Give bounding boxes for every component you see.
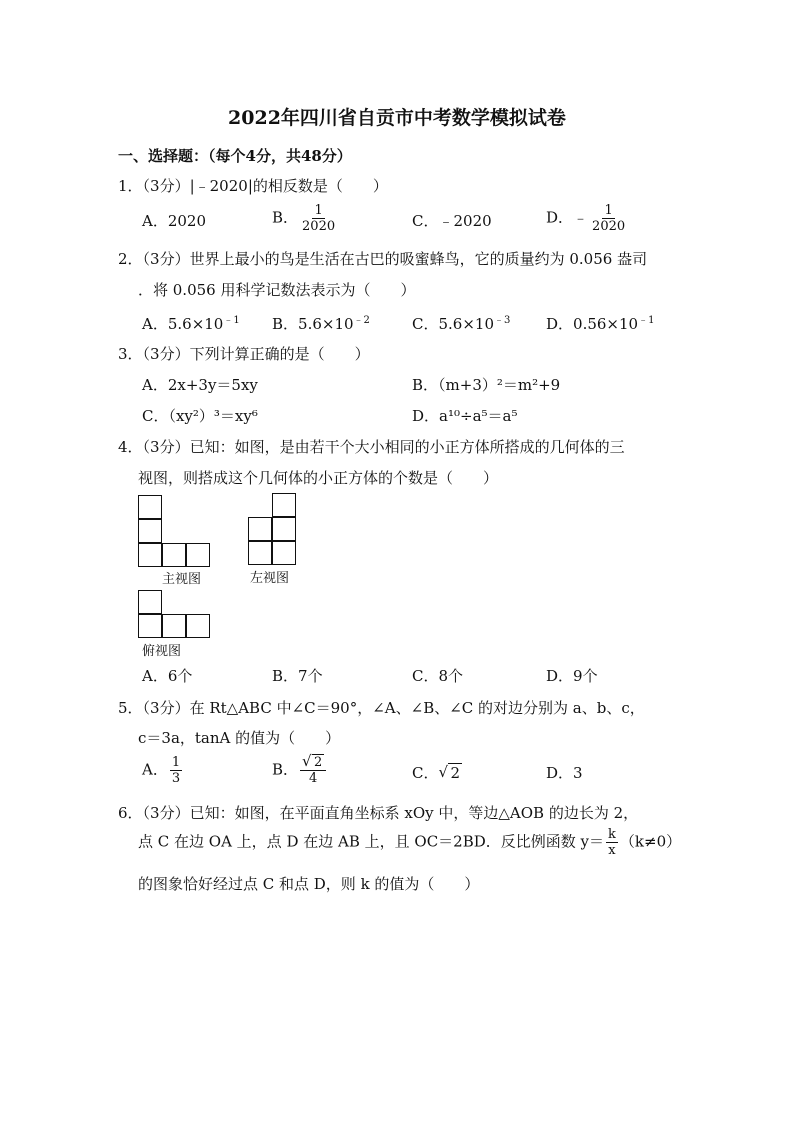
q1-option-d-sign: ﹣ — [573, 208, 589, 227]
section-heading: 一、选择题：（每个4分，共48分） — [118, 147, 352, 165]
q5-option-c — [412, 762, 462, 783]
question-3-stem: 3．（3分）下列计算正确的是（ ） — [118, 345, 370, 363]
q2-option-b — [272, 311, 370, 334]
q1-option-b — [272, 203, 339, 234]
fraction-denominator: x — [608, 843, 616, 858]
q1-option-d-fraction — [590, 203, 627, 234]
question-2-line-2: ．将 0.056 用科学记数法表示为（ ） — [138, 281, 416, 299]
fraction-denominator: 2020 — [302, 219, 336, 234]
fraction-numerator — [300, 755, 326, 771]
q2-option-c — [412, 311, 510, 334]
left-view-label: 左视图 — [250, 571, 290, 586]
q3-option-a: A．2x+3y＝5xy — [142, 376, 258, 394]
fraction-denominator: 2020 — [592, 219, 626, 234]
view-square — [138, 519, 162, 543]
q5-option-d: D．3 — [546, 764, 583, 782]
question-5-line-2: c＝3a，tanA 的值为（ ） — [138, 729, 341, 747]
question-5-line-1: 5．（3分）在 Rt△ABC 中∠C＝90°，∠A、∠B、∠C 的对边分别为 a、b、c， — [118, 699, 645, 717]
view-square — [138, 590, 162, 614]
view-square — [138, 543, 162, 567]
q6-condition: （k≠0） — [619, 832, 682, 851]
fraction-denominator: 3 — [171, 771, 181, 786]
q2-option-a-base: A．5.6×10 — [142, 315, 224, 333]
front-view-label: 主视图 — [162, 572, 202, 587]
q2-option-d — [546, 311, 654, 334]
q2-option-c-base: C．5.6×10 — [412, 315, 494, 333]
question-4-line-2: 视图，则搭成这个几何体的小正方体的个数是（ ） — [138, 469, 499, 487]
page-title: 2022年四川省自贡市中考数学模拟试卷 — [228, 107, 566, 129]
q3-option-c: C．（xy²）³＝xy⁶ — [142, 407, 258, 425]
q2-option-d-base: D．0.56×10 — [546, 315, 639, 333]
q5-option-b-label: B． — [272, 760, 299, 779]
question-1-stem: 1．（3分）|﹣2020|的相反数是（ ） — [118, 177, 388, 195]
q2-option-c-exponent: ﹣3 — [494, 315, 511, 326]
q5-option-a — [142, 755, 184, 786]
top-view-label: 俯视图 — [142, 644, 182, 659]
q1-option-b-label: B． — [272, 208, 299, 227]
q4-option-d: D．9个 — [546, 667, 598, 685]
q5-option-a-label: A． — [142, 760, 168, 779]
q1-option-a: A．2020 — [142, 212, 207, 230]
q2-option-b-exponent: ﹣2 — [353, 315, 370, 326]
q1-option-d — [546, 203, 629, 234]
question-6-line-3: 的图象恰好经过点 C 和点 D，则 k 的值为（ ） — [138, 875, 480, 893]
radicand: 2 — [314, 755, 323, 770]
q2-option-a-exponent: ﹣1 — [223, 315, 240, 326]
q5-option-b — [272, 755, 328, 786]
view-square — [186, 614, 210, 638]
radicand: 2 — [450, 764, 461, 782]
sqrt-symbol — [438, 764, 462, 782]
q1-option-c: C．﹣2020 — [412, 212, 492, 230]
view-square — [186, 543, 210, 567]
q2-option-a — [142, 311, 240, 334]
question-4-line-1: 4．（3分）已知：如图，是由若干个大小相同的小正方体所搭成的几何体的三 — [118, 438, 625, 456]
left-view-figure — [248, 493, 308, 573]
q2-option-d-exponent: ﹣1 — [638, 315, 655, 326]
q4-option-c: C．8个 — [412, 667, 464, 685]
view-square — [272, 493, 296, 517]
question-6-line-2 — [138, 827, 681, 858]
q5-option-a-fraction — [170, 755, 182, 786]
view-square — [272, 541, 296, 565]
top-view-figure — [138, 590, 218, 640]
q5-option-c-label: C． — [412, 764, 439, 782]
q4-option-b: B．7个 — [272, 667, 323, 685]
q1-option-d-label: D． — [546, 208, 574, 227]
view-square — [248, 541, 272, 565]
q6-function-fraction — [606, 827, 618, 858]
fraction-denominator: 4 — [309, 771, 318, 786]
q6-line-2-text: 点 C 在边 OA 上，点 D 在边 AB 上，且 OC＝2BD．反比例函数 y＝ — [138, 832, 605, 851]
view-square — [138, 614, 162, 638]
view-square — [272, 517, 296, 541]
q2-option-b-base: B．5.6×10 — [272, 315, 354, 333]
sqrt-symbol — [302, 755, 324, 770]
fraction-numerator: 1 — [171, 755, 181, 770]
q4-option-a: A．6个 — [142, 667, 193, 685]
view-square — [138, 495, 162, 519]
q3-option-d: D．a¹⁰÷a⁵＝a⁵ — [412, 407, 518, 425]
view-square — [162, 614, 186, 638]
q5-option-b-fraction — [300, 755, 326, 786]
fraction-numerator: k — [608, 827, 616, 842]
question-2-line-1: 2．（3分）世界上最小的鸟是生活在古巴的吸蜜蜂鸟，它的质量约为 0.056 盎司 — [118, 250, 648, 268]
q3-option-b: B．（m+3）²＝m²+9 — [412, 376, 561, 394]
fraction-numerator: 1 — [314, 203, 323, 218]
fraction-numerator: 1 — [604, 203, 613, 218]
view-square — [248, 517, 272, 541]
view-square — [162, 543, 186, 567]
question-6-line-1: 6．（3分）已知：如图，在平面直角坐标系 xOy 中，等边△AOB 的边长为 2， — [118, 804, 639, 822]
q1-option-b-fraction — [300, 203, 337, 234]
